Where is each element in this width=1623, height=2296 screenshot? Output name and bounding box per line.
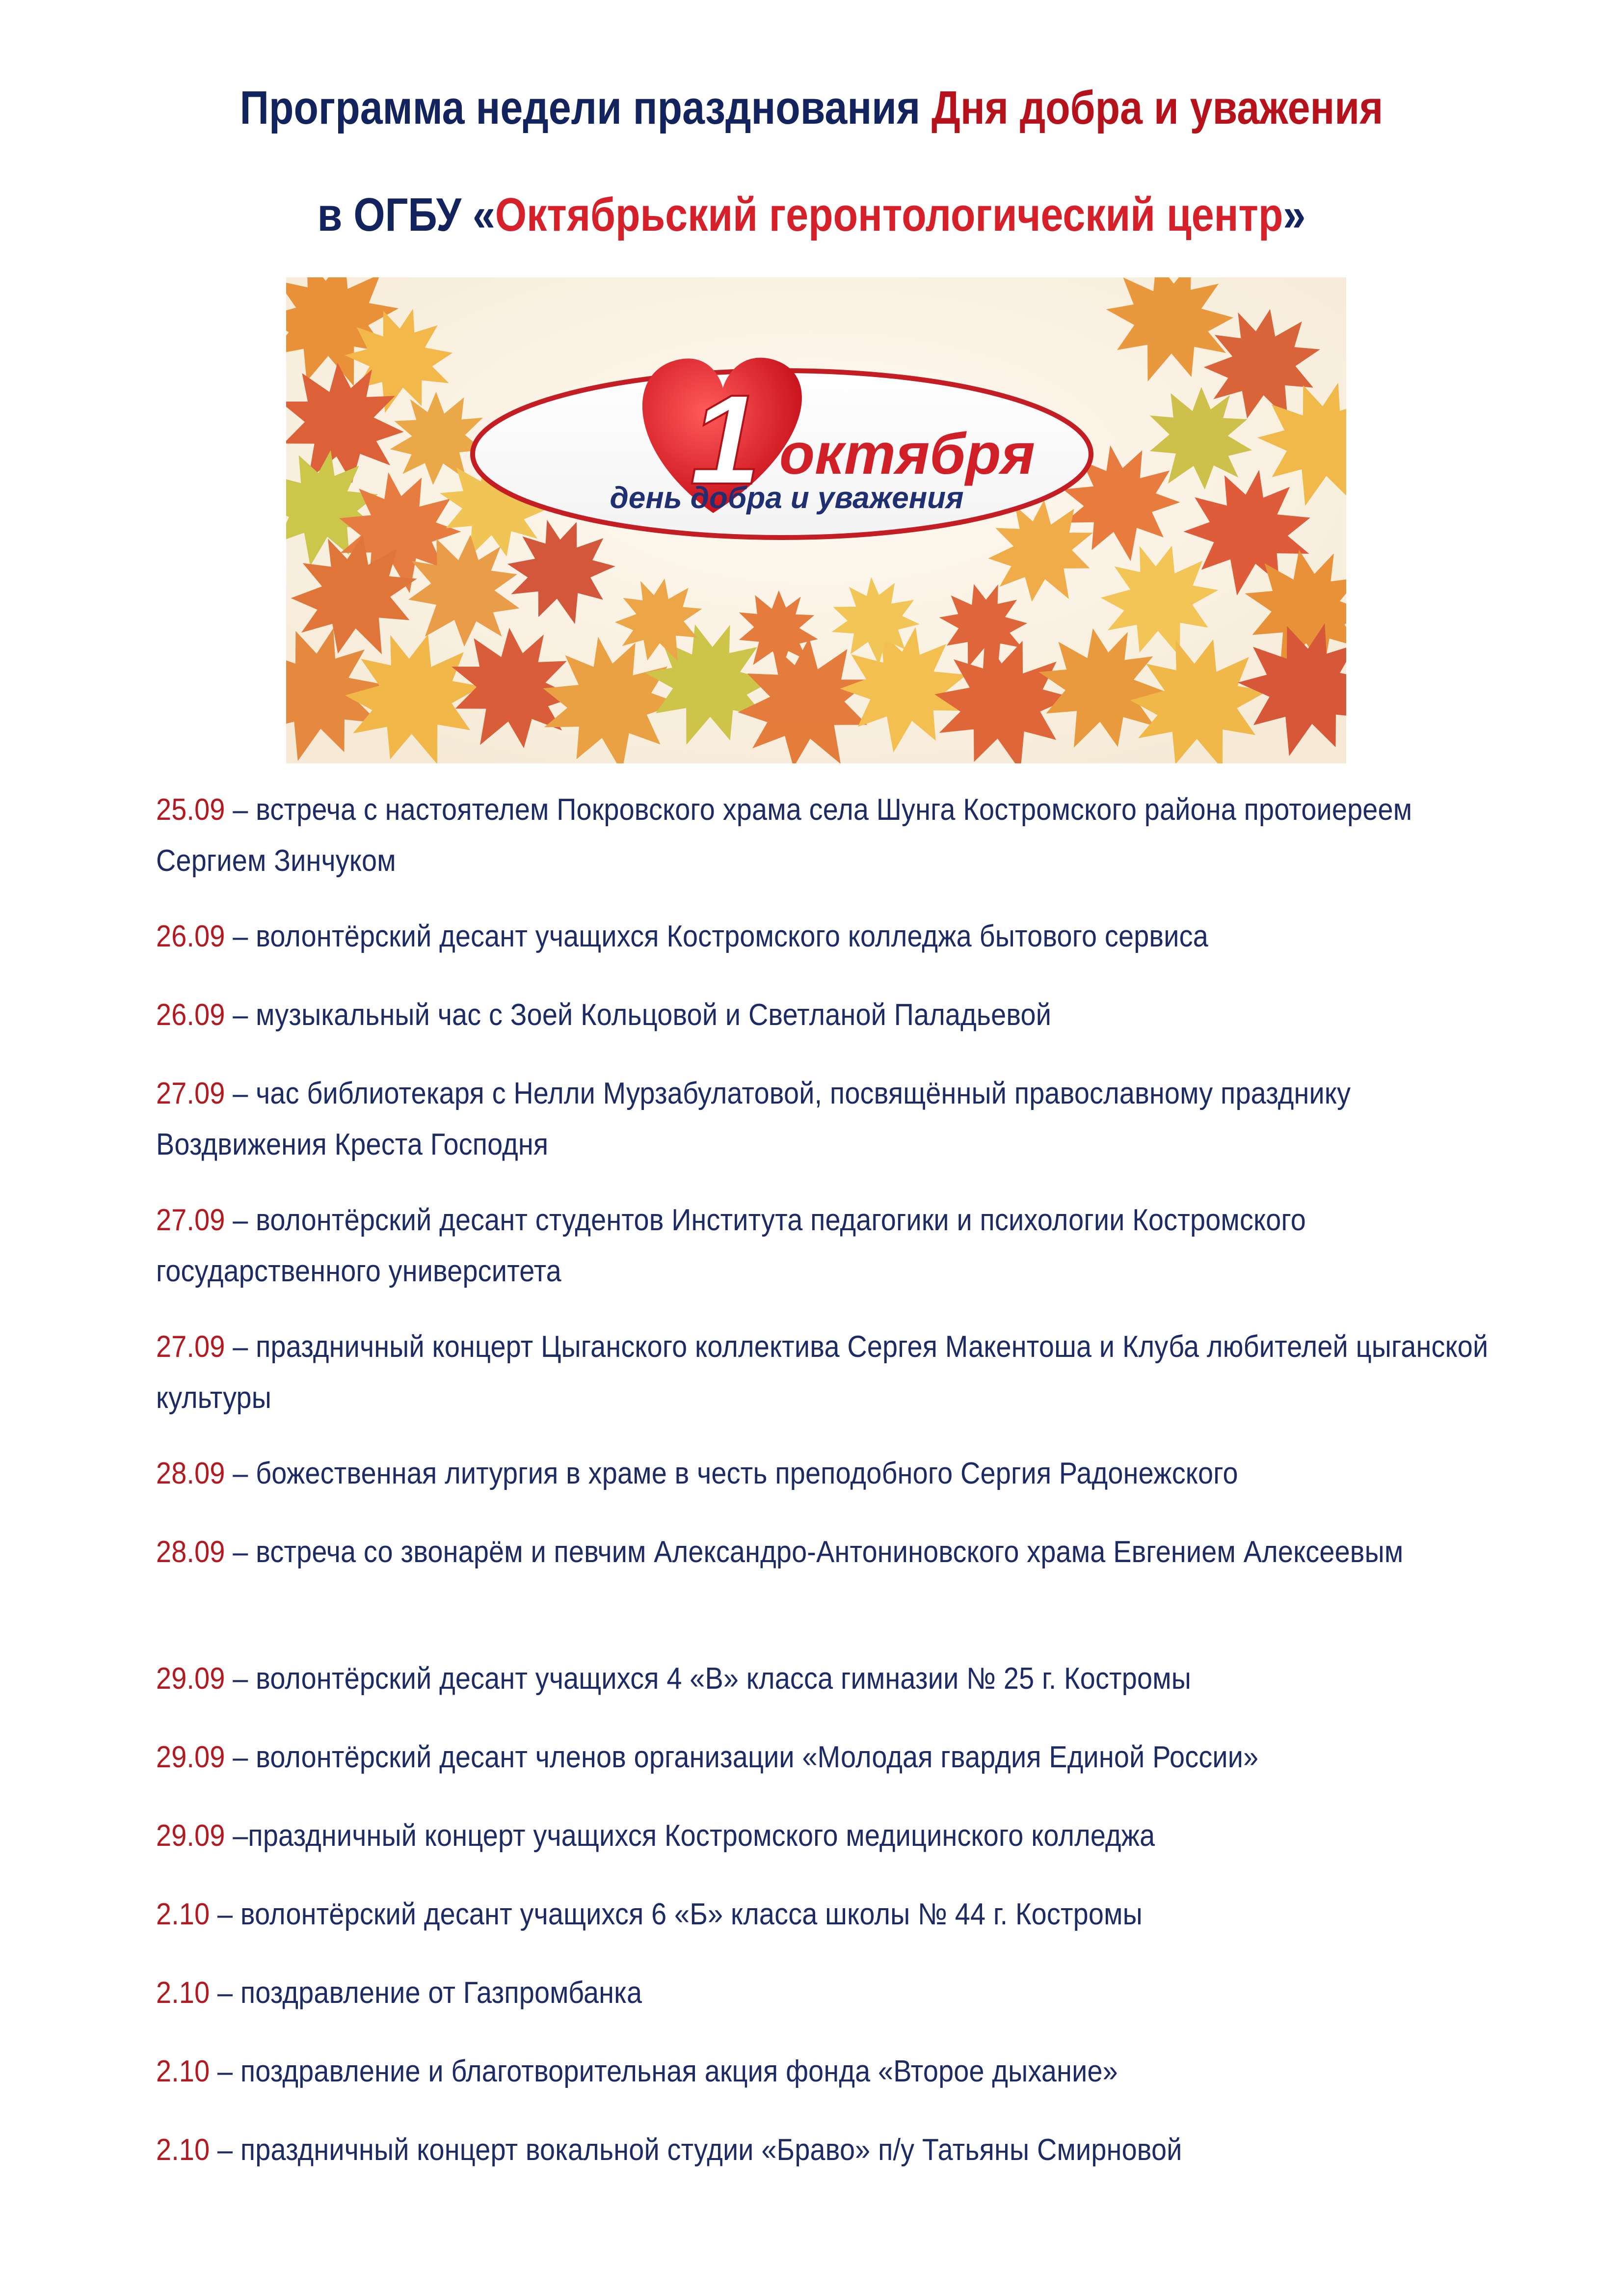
banner-day-number: 1 — [690, 369, 761, 511]
event-item — [156, 990, 1508, 1042]
event-item — [156, 1810, 1508, 1863]
event-date: 28.09 — [156, 1457, 225, 1490]
event-date: 27.09 — [156, 1203, 225, 1237]
event-text: – праздничный концерт Цыганского коллектива Сергея Макентоша и Клуба любителей цыганской культуры — [156, 1330, 1489, 1415]
event-date: 2.10 — [156, 1976, 210, 2010]
event-text: – божественная литургия в храме в честь преподобного Сергия Радонежского — [225, 1457, 1238, 1490]
event-item — [156, 1968, 1508, 2020]
event-date: 25.09 — [156, 793, 225, 827]
event-date: 27.09 — [156, 1330, 225, 1364]
title-line1-prefix: Программа недели празднования — [239, 81, 932, 134]
autumn-banner-illustration — [286, 277, 1346, 763]
event-list — [156, 784, 1511, 2203]
banner-month: октября — [779, 422, 1035, 486]
title-line2-highlight: Октябрьский геронтологический центр — [495, 189, 1283, 241]
event-item — [156, 1068, 1508, 1169]
event-date: 26.09 — [156, 919, 225, 953]
event-text: – волонтёрский десант членов организации «Молодая гвардия Единой России» — [225, 1740, 1259, 1774]
event-text: – волонтёрский десант учащихся Костромского колледжа бытового сервиса — [225, 919, 1208, 953]
event-date: 27.09 — [156, 1077, 225, 1110]
banner-subtitle: день добра и уважения — [610, 481, 964, 515]
event-text: – волонтёрский десант учащихся 4 «В» класса гимназии № 25 г. Костромы — [225, 1662, 1192, 1696]
event-item — [156, 2125, 1508, 2177]
event-text: – волонтёрский десант учащихся 6 «Б» класса школы № 44 г. Костромы — [210, 1897, 1143, 1931]
event-date: 2.10 — [156, 2133, 210, 2167]
event-text: – поздравление и благотворительная акция фонда «Второе дыхание» — [210, 2054, 1118, 2088]
event-date: 29.09 — [156, 1662, 225, 1696]
event-text: – встреча со звонарём и певчим Александро-Антониновского храма Евгением Алексеевым — [225, 1535, 1404, 1569]
event-text: – музыкальный час с Зоей Кольцовой и Светланой Паладьевой — [225, 998, 1052, 1032]
event-item — [156, 1448, 1508, 1500]
event-text: – встреча с настоятелем Покровского храма села Шунга Костромского района протоиереем Сергием Зинчуком — [156, 793, 1412, 878]
title-line2-prefix: в ОГБУ « — [317, 189, 495, 241]
page-title-line1 — [113, 79, 1509, 137]
event-item — [156, 1527, 1508, 1628]
page-title-line2 — [113, 186, 1509, 244]
event-text: – волонтёрский десант студентов Института педагогики и психологии Костромского государственного университета — [156, 1203, 1306, 1288]
event-text: – час библиотекаря с Нелли Мурзабулатовой, посвящённый православному празднику Воздвижения Креста Господня — [156, 1077, 1351, 1162]
event-date: 28.09 — [156, 1535, 225, 1569]
event-item — [156, 1732, 1508, 1784]
event-item — [156, 1889, 1508, 1941]
event-item — [156, 911, 1508, 963]
event-item — [156, 1653, 1508, 1705]
event-date: 2.10 — [156, 2054, 210, 2088]
event-date: 26.09 — [156, 998, 225, 1032]
event-text: – праздничный концерт вокальной студии «Браво» п/у Татьяны Смирновой — [210, 2133, 1182, 2167]
event-text: –праздничный концерт учащихся Костромского медицинского колледжа — [225, 1819, 1155, 1853]
event-date: 29.09 — [156, 1740, 225, 1774]
event-text: – поздравление от Газпромбанка — [210, 1976, 642, 2010]
event-item — [156, 1195, 1508, 1296]
autumn-banner — [286, 277, 1346, 763]
title-line1-highlight: Дня добра и уважения — [931, 81, 1384, 134]
title-line2-suffix: » — [1283, 189, 1306, 241]
event-item — [156, 2046, 1508, 2098]
event-item — [156, 784, 1508, 886]
event-item — [156, 1322, 1508, 1423]
event-date: 2.10 — [156, 1897, 210, 1931]
event-date: 29.09 — [156, 1819, 225, 1853]
